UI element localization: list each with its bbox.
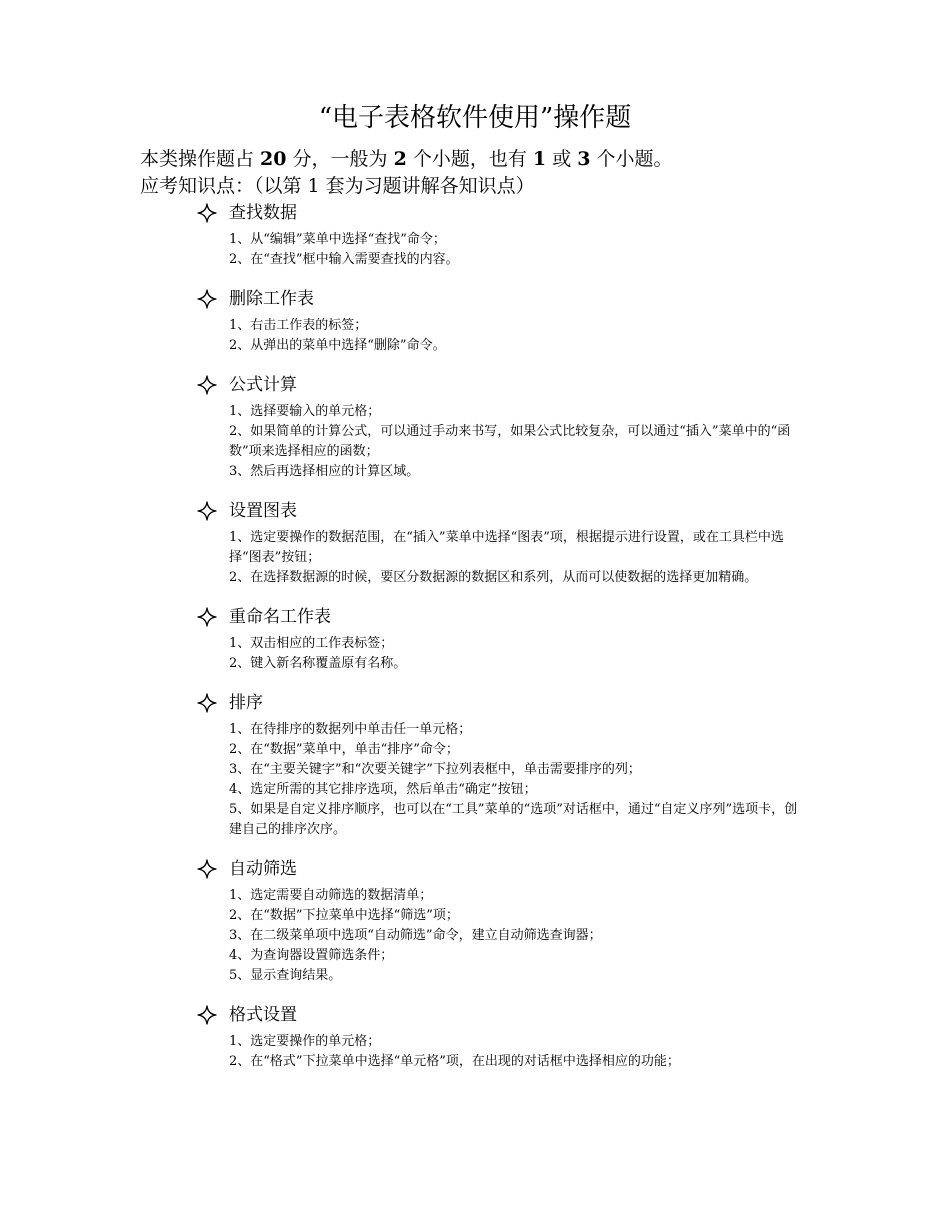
step-item: 1、右击工作表的标签；	[229, 318, 368, 333]
knowledge-section	[197, 602, 807, 674]
section-heading	[197, 854, 807, 884]
step-item: 2、在“数据”下拉菜单中选择“筛选”项；	[229, 908, 459, 923]
intro-text: 个小题，也有	[406, 148, 533, 170]
section-steps	[229, 720, 807, 840]
section-steps	[229, 230, 807, 270]
step-item: 2、在“数据”菜单中，单击“排序”命令；	[229, 742, 459, 757]
knowledge-section	[197, 854, 807, 986]
step-item: 1、选择要输入的单元格；	[229, 404, 381, 419]
step-item: 2、在“查找”框中输入需要查找的内容。	[229, 252, 459, 267]
knowledge-section	[197, 1000, 807, 1072]
section-title: 查找数据	[229, 203, 297, 223]
section-steps	[229, 528, 807, 588]
step-item: 5、如果是自定义排序顺序，也可以在“工具”菜单的“选项”对话框中，通过“自定义序列”选项卡，创建自己的排序次序。	[229, 802, 798, 837]
step-item: 1、选定要操作的单元格；	[229, 1034, 381, 1049]
page-title: “电子表格软件使用”操作题	[318, 103, 632, 133]
section-heading	[197, 198, 807, 228]
four-point-star-icon	[197, 501, 217, 521]
step-item: 2、在“格式”下拉菜单中选择“单元格”项，在出现的对话框中选择相应的功能；	[229, 1054, 680, 1069]
section-title: 删除工作表	[229, 289, 314, 309]
intro-number: 1	[532, 148, 547, 170]
four-point-star-icon	[197, 289, 217, 309]
knowledge-section	[197, 688, 807, 840]
section-title: 排序	[229, 693, 263, 713]
section-heading	[197, 496, 807, 526]
step-item: 1、在待排序的数据列中单击任一单元格；	[229, 722, 472, 737]
intro-knowledge-line: 应考知识点：（以第 1 套为习题讲解各知识点）	[140, 175, 535, 197]
step-item: 2、从弹出的菜单中选择“删除”命令。	[229, 338, 446, 353]
step-item: 3、然后再选择相应的计算区域。	[229, 464, 420, 479]
section-heading	[197, 688, 807, 718]
intro	[140, 146, 673, 200]
section-heading	[197, 284, 807, 314]
step-item: 2、在选择数据源的时候，要区分数据源的数据区和系列，从而可以使数据的选择更加精确。	[229, 570, 758, 585]
step-item: 1、选定要操作的数据范围，在“插入”菜单中选择“图表”项，根据提示进行设置，或在工具栏中选择“图表”按钮；	[229, 530, 784, 565]
section-steps	[229, 886, 807, 986]
four-point-star-icon	[197, 693, 217, 713]
four-point-star-icon	[197, 1005, 217, 1025]
step-item: 5、显示查询结果。	[229, 968, 342, 983]
intro-text: 分，一般为	[286, 148, 394, 170]
four-point-star-icon	[197, 203, 217, 223]
intro-number: 3	[577, 148, 591, 170]
step-item: 2、如果简单的计算公式，可以通过手动来书写，如果公式比较复杂，可以通过“插入”菜单中的“函数”项来选择相应的函数；	[229, 424, 791, 459]
intro-text: 或	[546, 148, 578, 170]
section-steps	[229, 316, 807, 356]
step-item: 2、键入新名称覆盖原有名称。	[229, 656, 407, 671]
step-item: 1、从“编辑”菜单中选择“查找”命令；	[229, 232, 446, 247]
section-title: 格式设置	[229, 1005, 297, 1025]
step-item: 1、双击相应的工作表标签；	[229, 636, 394, 651]
intro-text: 本类操作题占	[140, 148, 261, 170]
step-item: 1、选定需要自动筛选的数据清单；	[229, 888, 433, 903]
section-title: 设置图表	[229, 501, 297, 521]
step-item: 3、在“主要关键字”和“次要关键字”下拉列表框中，单击需要排序的列；	[229, 762, 641, 777]
four-point-star-icon	[197, 607, 217, 627]
intro-text: 个小题。	[590, 148, 673, 170]
knowledge-section	[197, 370, 807, 482]
step-item: 4、选定所需的其它排序选项，然后单击“确定”按钮；	[229, 782, 537, 797]
section-title: 公式计算	[229, 375, 297, 395]
four-point-star-icon	[197, 375, 217, 395]
step-item: 4、为查询器设置筛选条件；	[229, 948, 394, 963]
section-steps	[229, 634, 807, 674]
four-point-star-icon	[197, 859, 217, 879]
section-title: 自动筛选	[229, 859, 297, 879]
section-steps	[229, 402, 807, 482]
intro-score-line	[140, 146, 673, 173]
intro-number: 2	[393, 148, 407, 170]
step-item: 3、在二级菜单项中选项“自动筛选”命令，建立自动筛选查询器；	[229, 928, 602, 943]
section-title: 重命名工作表	[229, 607, 331, 627]
knowledge-section	[197, 198, 807, 270]
section-heading	[197, 602, 807, 632]
section-heading	[197, 370, 807, 400]
intro-number: 20	[260, 148, 287, 170]
knowledge-section	[197, 496, 807, 588]
knowledge-sections	[197, 198, 807, 1086]
section-steps	[229, 1032, 807, 1072]
section-heading	[197, 1000, 807, 1030]
knowledge-section	[197, 284, 807, 356]
